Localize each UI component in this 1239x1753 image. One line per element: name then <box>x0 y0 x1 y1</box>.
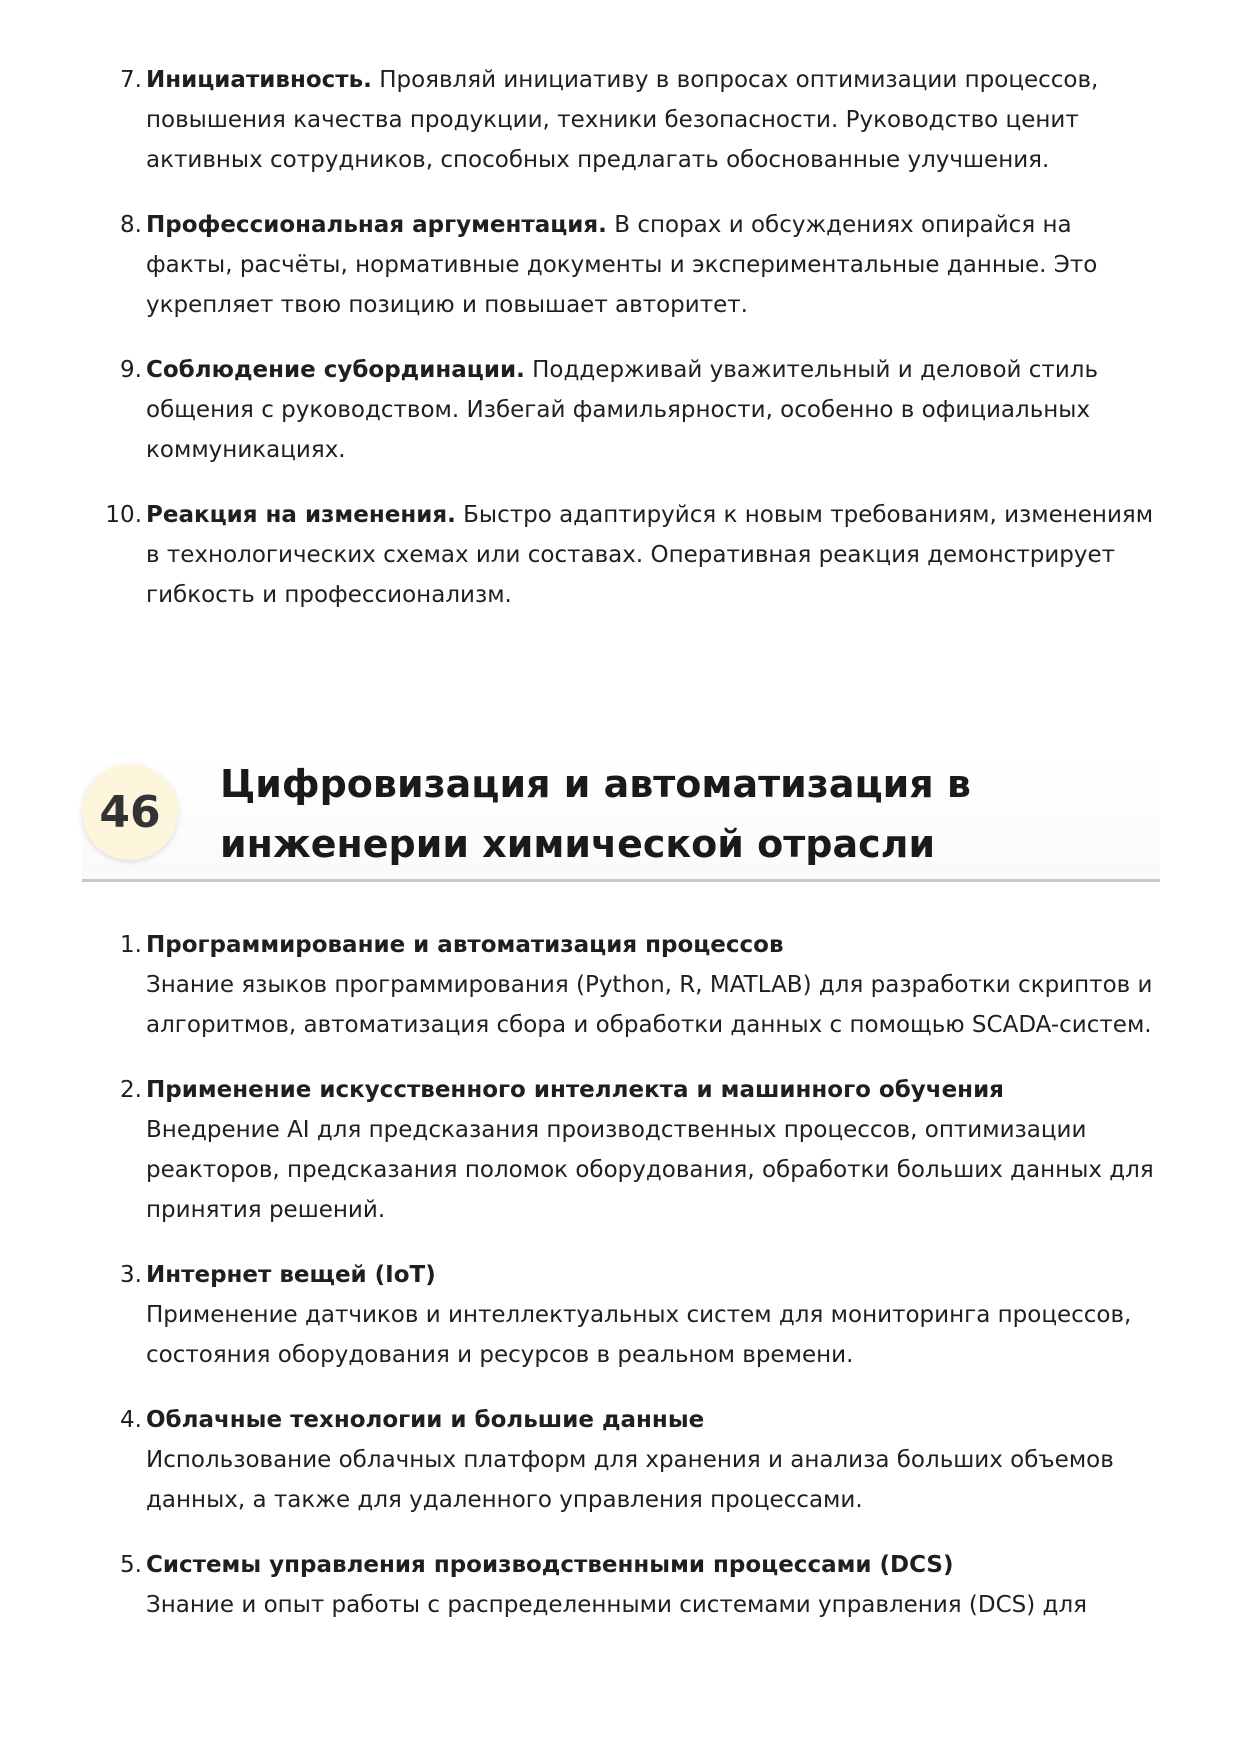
list-item <box>120 1545 1156 1625</box>
list-item-text: Использование облачных платформ для хранения и анализа больших объемов данных, а также для удаленного управления процессами. <box>146 1447 1114 1513</box>
list-item <box>120 205 1156 325</box>
list-item-term: Соблюдение субординации. <box>146 357 525 383</box>
list-item-text: Внедрение AI для предсказания производственных процессов, оптимизации реакторов, предсказания поломок оборудования, обработки больших данных для принятия решений. <box>146 1117 1154 1223</box>
numbered-list-bottom <box>120 925 1156 1650</box>
list-item-number: 5. <box>120 1552 142 1578</box>
numbered-list-top <box>105 60 1156 640</box>
section-number-badge: 46 <box>82 764 178 860</box>
list-item <box>120 925 1156 1045</box>
list-item-number: 2. <box>120 1077 142 1103</box>
list-item-text: Поддерживай уважительный и деловой стиль общения с руководством. Избегай фамильярности, особенно в официальных коммуникациях. <box>146 357 1099 463</box>
list-item <box>120 350 1156 470</box>
list-item <box>120 1400 1156 1520</box>
list-item-number: 9. <box>120 357 142 383</box>
list-item-term: Программирование и автоматизация процессов <box>146 932 784 958</box>
list-item-number: 7. <box>120 67 142 93</box>
list-item-text: Проявляй инициативу в вопросах оптимизации процессов, повышения качества продукции, техники безопасности. Руководство ценит активных сотрудников, способных предлагать обоснованные улучшения. <box>146 67 1099 173</box>
list-item-term: Облачные технологии и большие данные <box>146 1407 705 1433</box>
list-item-text: Знание языков программирования (Python, R, MATLAB) для разработки скриптов и алгоритмов, автоматизация сбора и обработки данных с помощью SCADA-систем. <box>146 972 1153 1038</box>
list-item-text: Знание и опыт работы с распределенными системами управления (DCS) для <box>146 1592 1088 1618</box>
section-heading <box>82 752 1160 882</box>
list-item <box>120 1070 1156 1230</box>
list-item <box>120 60 1156 180</box>
list-item <box>105 495 1156 615</box>
list-item-text: Применение датчиков и интеллектуальных систем для мониторинга процессов, состояния оборудования и ресурсов в реальном времени. <box>146 1302 1132 1368</box>
list-item-term: Профессиональная аргументация. <box>146 212 607 238</box>
list-item-number: 3. <box>120 1262 142 1288</box>
list-item-term: Интернет вещей (IoT) <box>146 1262 436 1288</box>
section-title: Цифровизация и автоматизация в инженерии химической отрасли <box>220 762 971 866</box>
list-item-term: Инициативность. <box>146 67 372 93</box>
list-item-number: 8. <box>120 212 142 238</box>
list-item-text: Быстро адаптируйся к новым требованиям, изменениям в технологических схемах или составах. Оперативная реакция демонстрирует гибкость и профессионализм. <box>146 502 1154 608</box>
list-item-term: Реакция на изменения. <box>146 502 456 528</box>
list-item <box>120 1255 1156 1375</box>
list-item-number: 1. <box>120 932 142 958</box>
list-item-term: Применение искусственного интеллекта и машинного обучения <box>146 1077 1004 1103</box>
list-item-text: В спорах и обсуждениях опирайся на факты, расчёты, нормативные документы и экспериментальные данные. Это укрепляет твою позицию и повышает авторитет. <box>146 212 1098 318</box>
list-item-number: 10. <box>105 502 142 528</box>
list-item-term: Системы управления производственными процессами (DCS) <box>146 1552 954 1578</box>
list-item-number: 4. <box>120 1407 142 1433</box>
